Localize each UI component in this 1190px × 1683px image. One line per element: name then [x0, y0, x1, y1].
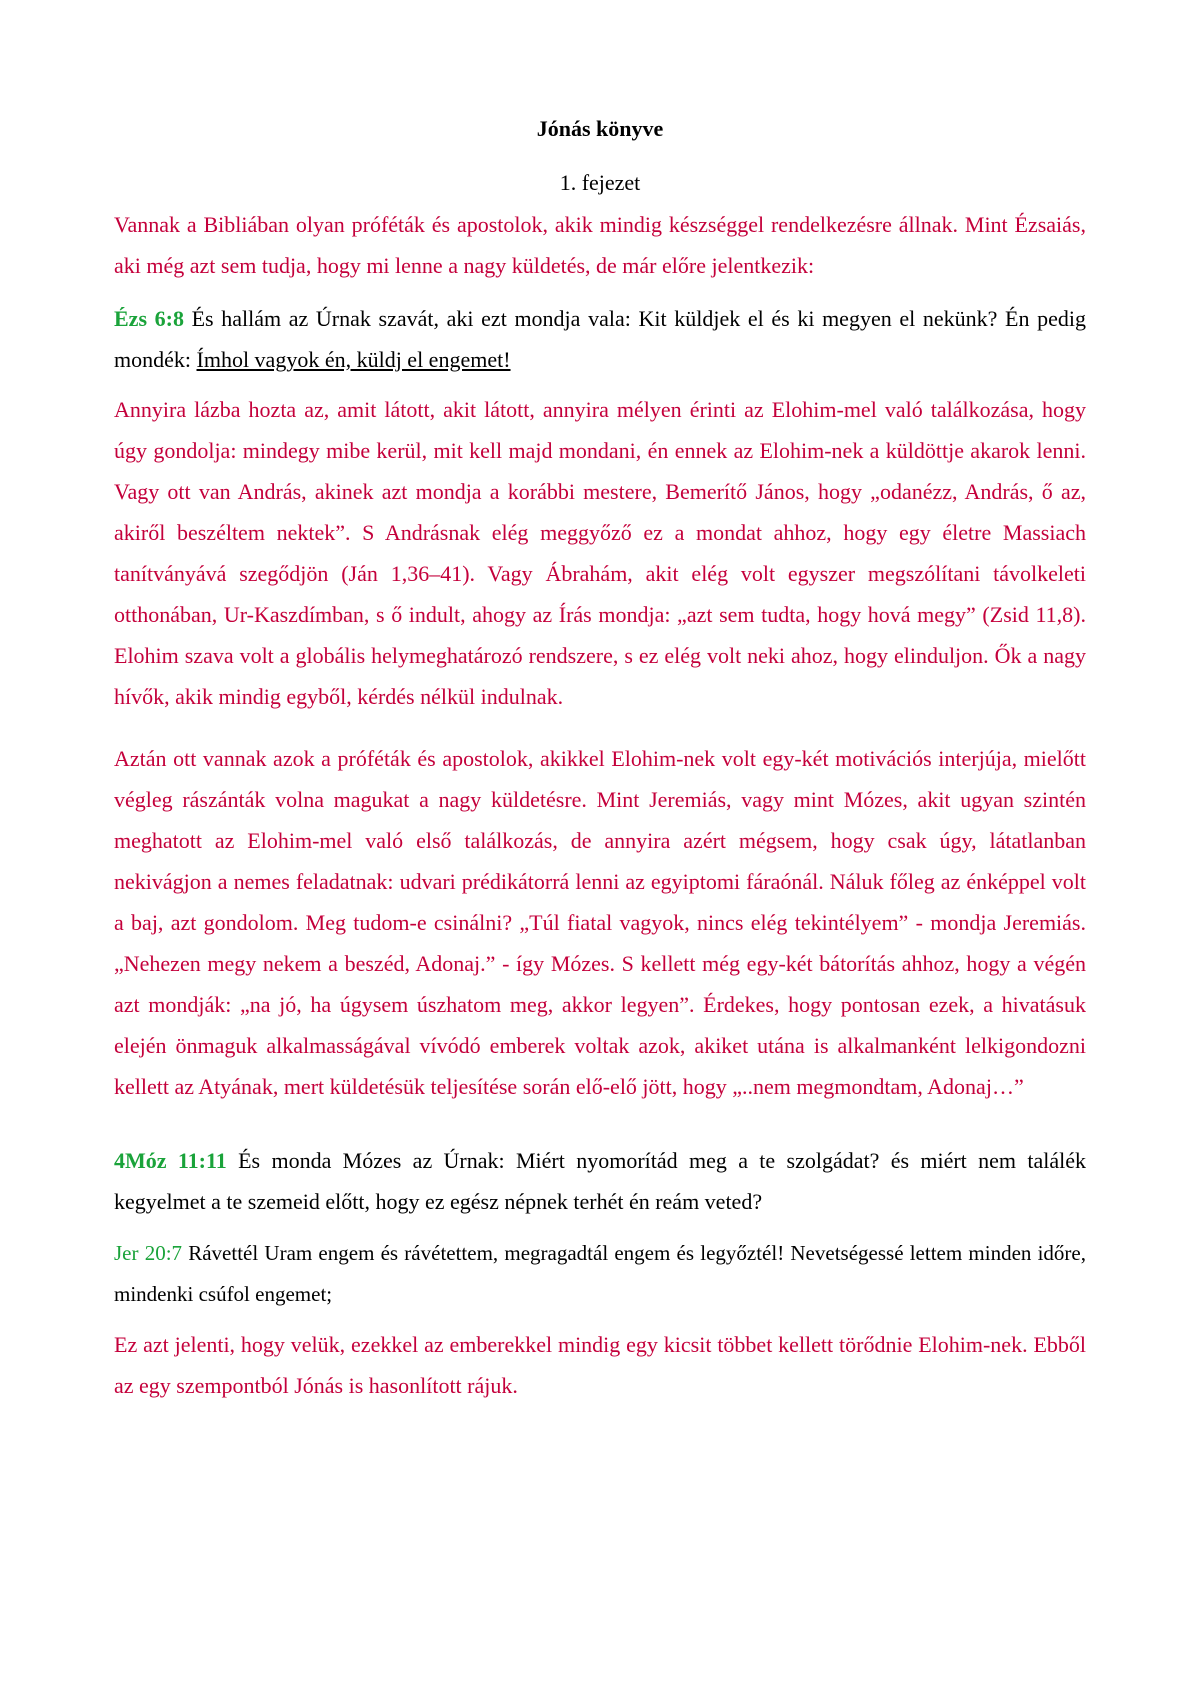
verse-reference: Ézs 6:8 [114, 306, 184, 331]
verse-quote-jeremiah [114, 1233, 1086, 1315]
verse-reference: Jer 20:7 [114, 1241, 183, 1265]
verse-quote-numbers [114, 1140, 1086, 1222]
verse-quote-isaiah [114, 298, 1086, 380]
verse-text: És monda Mózes az Úrnak: Miért nyomorítád meg a te szolgádat? és miért nem találék kegyelmet a te szemeid előtt, hogy ez egész népnek terhét én reám veted? [114, 1148, 1086, 1214]
chapter-heading: 1. fejezet [559, 170, 641, 195]
commentary-paragraph-4: Ez azt jelenti, hogy velük, ezekkel az emberekkel mindig egy kicsit többet kellett törődnie Elohim-nek. Ebből az egy szempontból Jónás is hasonlított rájuk. [114, 1332, 1086, 1398]
commentary-paragraph-2: Annyira lázba hozta az, amit látott, akit látott, annyira mélyen érinti az Elohim-mel való találkozása, hogy úgy gondolja: mindegy mibe kerül, mit kell majd mondani, én ennek az Elohim-nek a küldöttje akarok lenni. Vagy ott van András, akinek azt mondja a korábbi mestere, Bemerítő János, hogy „odanézz, András, ő az, akiről beszéltem nektek”. S Andrásnak elég meggyőző ez a mondat ahhoz, hogy egy életre Massiach tanítványává szegődjön (Ján 1,36–41). Vagy Ábrahám, akit elég volt egyszer megszólítani távolkeleti otthonában, Ur-Kaszdímban, s ő indult, ahogy az Írás mondja: „azt sem tudta, hogy hová megy” (Zsid 11,8). Elohim szava volt a globális helymeghatározó rendszere, s ez elég volt neki ahoz, hogy elinduljon. Ők a nagy hívők, akik mindig egyből, kérdés nélkül indulnak. [114, 397, 1086, 709]
verse-text: És hallám az Úrnak szavát, aki ezt mondja vala: Kit küldjek el és ki megyen el nekünk? Én pedig mondék: [114, 306, 1086, 372]
commentary-paragraph-1: Vannak a Bibliában olyan próféták és apostolok, akik mindig készséggel rendelkezésre állnak. Mint Ézsaiás, aki még azt sem tudja, hogy mi lenne a nagy küldetés, de már előre jelentkezik: [114, 212, 1086, 278]
verse-reference: 4Móz 11:11 [114, 1148, 227, 1173]
verse-underlined-text: Ímhol vagyok én, küldj el engemet! [196, 347, 511, 372]
verse-text: Rávettél Uram engem és rávétettem, megragadtál engem és legyőztél! Nevetségessé lettem minden időre, mindenki csúfol engemet; [114, 1241, 1086, 1306]
page-title: Jónás könyve [536, 116, 664, 141]
commentary-paragraph-3: Aztán ott vannak azok a próféták és apostolok, akikkel Elohim-nek volt egy-két motivációs interjúja, mielőtt végleg rászánták volna magukat a nagy küldetésre. Mint Jeremiás, vagy mint Mózes, akit ugyan szintén meghatott az Elohim-mel való első találkozás, de annyira azért mégsem, hogy csak úgy, látatlanban nekivágjon a nemes feladatnak: udvari prédikátorrá lenni az egyiptomi fáraónál. Náluk főleg az énképpel volt a baj, azt gondolom. Meg tudom-e csinálni? „Túl fiatal vagyok, nincs elég tekintélyem” - mondja Jeremiás. „Nehezen megy nekem a beszéd, Adonaj.” - így Mózes. S kellett még egy-két bátorítás ahhoz, hogy a végén azt mondják: „na jó, ha úgysem úszhatom meg, akkor legyen”. Érdekes, hogy pontosan ezek, a hivatásuk elején önmaguk alkalmasságával vívódó emberek voltak azok, akiket utána is alkalmanként lelkigondozni kellett az Atyának, mert küldetésük teljesítése során elő-elő jött, hogy „..nem megmondtam, Adonaj…” [114, 746, 1086, 1099]
